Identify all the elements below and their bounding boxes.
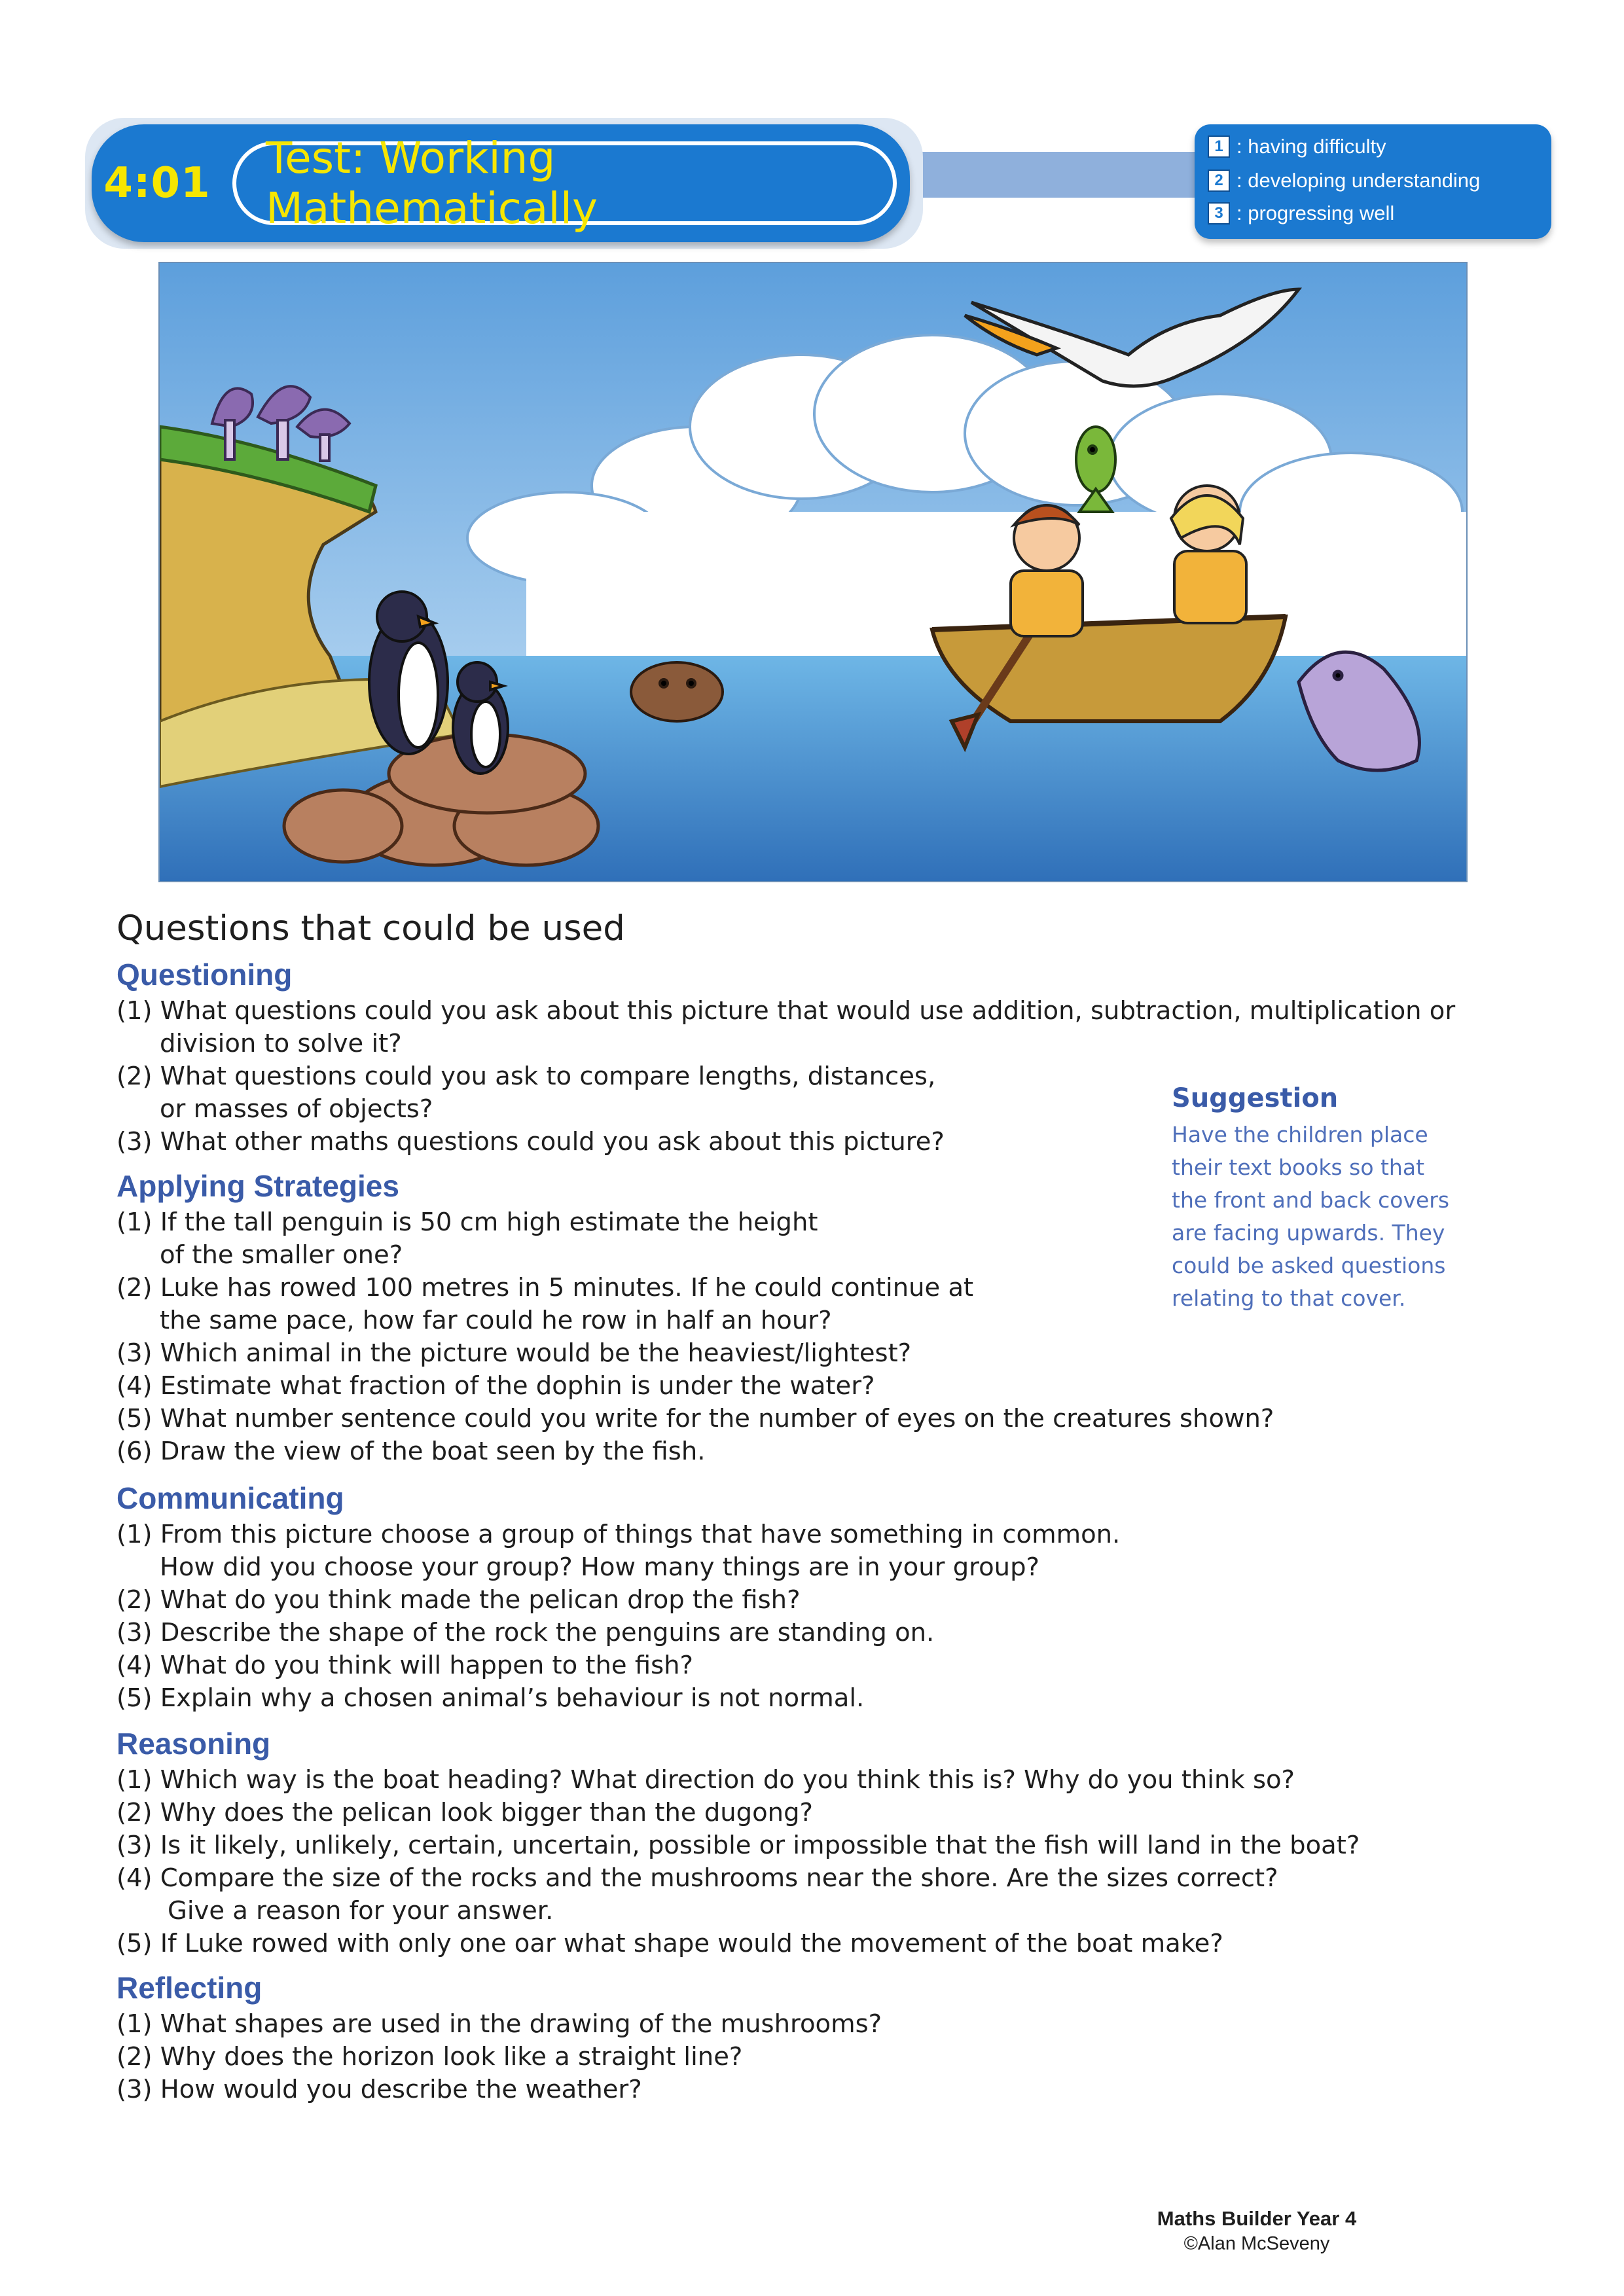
list-item: (6) Draw the view of the boat seen by the fish. (117, 1437, 706, 1466)
list-item: (5) If Luke rowed with only one oar what shape would the movement of the boat make? (117, 1929, 1223, 1958)
list-item: (4) Estimate what fraction of the dophin is under the water? (117, 1371, 875, 1401)
legend-item-3 (1208, 202, 1394, 225)
communicating-list (117, 1518, 1120, 1715)
suggestion-line: the front and back covers (1172, 1187, 1450, 1213)
page-footer (1113, 2207, 1401, 2255)
girl-icon (1171, 486, 1246, 623)
list-item: (2) Why does the horizon look like a straight line? (117, 2042, 743, 2072)
section-number: 4:01 (103, 159, 211, 207)
suggestion-line: Have the children place (1172, 1122, 1428, 1147)
cartoon-illustration (158, 262, 1468, 882)
legend-number-box: 1 (1208, 135, 1230, 158)
list-item: (1) From this picture choose a group of things that have something in common. (117, 1520, 1121, 1549)
list-item: (3) Is it likely, unlikely, certain, uncertain, possible or impossible that the fish will land in the boat? (117, 1831, 1360, 1860)
suggestion-line: relating to that cover. (1172, 1285, 1406, 1311)
suggestion-line: could be asked questions (1172, 1253, 1446, 1278)
list-item: How did you choose your group? How many things are in your group? (160, 1552, 1039, 1582)
legend-number-box: 3 (1208, 202, 1230, 224)
list-item: (4) What do you think will happen to the fish? (117, 1651, 693, 1680)
section-title-communicating: Communicating (117, 1481, 344, 1515)
list-item: (1) What questions could you ask about this picture that would use addition, subtraction, multiplication or division to solve it? (117, 996, 1456, 1058)
section-title-reflecting: Reflecting (117, 1971, 262, 2005)
list-item: (5) Explain why a chosen animal’s behaviour is not normal. (117, 1683, 865, 1713)
book-title: Maths Builder Year 4 (1157, 2207, 1357, 2230)
copyright: ©Alan McSeveny (1183, 2233, 1330, 2254)
legend-number-box: 2 (1208, 170, 1230, 192)
list-item: (3) How would you describe the weather? (117, 2075, 642, 2104)
page-title (232, 133, 897, 234)
reasoning-list (117, 1764, 1360, 1960)
list-item: Give a reason for your answer. (168, 1896, 554, 1926)
list-item: (3) Describe the shape of the rock the penguins are standing on. (117, 1618, 935, 1647)
legend-label: : having difficulty (1236, 135, 1386, 158)
legend-label: : progressing well (1236, 202, 1395, 224)
section-title-applying-strategies: Applying Strategies (117, 1169, 399, 1203)
lake-scene-drawing (160, 263, 1468, 882)
legend-item-2 (1208, 169, 1480, 192)
list-item: (1) Which way is the boat heading? What direction do you think this is? Why do you think so? (117, 1765, 1295, 1795)
difficulty-legend (1195, 124, 1551, 239)
section-title-reasoning: Reasoning (117, 1727, 271, 1761)
questions-heading: Questions that could be used (117, 908, 625, 948)
page-title-text: Test: Working Mathematically (266, 133, 598, 234)
list-item: (5) What number sentence could you write for the number of eyes on the creatures shown? (117, 1404, 1274, 1433)
suggestion-note (1172, 1083, 1499, 1315)
list-item: (2) Why does the pelican look bigger than the dugong? (117, 1798, 813, 1827)
list-item: the same pace, how far could he row in half an hour? (160, 1306, 832, 1335)
applying-strategies-list (117, 1206, 1274, 1468)
list-item: of the smaller one? (160, 1240, 403, 1270)
dugong-icon (631, 662, 723, 721)
section-title-questioning: Questioning (117, 958, 293, 992)
list-item: or masses of objects? (160, 1094, 433, 1124)
list-item: (3) Which animal in the picture would be the heaviest/lightest? (117, 1338, 912, 1368)
list-item: (4) Compare the size of the rocks and the mushrooms near the shore. Are the sizes correct? (117, 1863, 1278, 1893)
list-item: (1) If the tall penguin is 50 cm high estimate the height (117, 1208, 818, 1237)
boy-icon (1011, 505, 1083, 636)
list-item: (2) What do you think made the pelican drop the fish? (117, 1585, 801, 1615)
suggestion-title: Suggestion (1172, 1083, 1339, 1113)
reflecting-list (117, 2008, 882, 2106)
list-item: (1) What shapes are used in the drawing of the mushrooms? (117, 2009, 882, 2039)
list-item: (2) What questions could you ask to compare lengths, distances, (117, 1062, 936, 1091)
list-item: (3) What other maths questions could you ask about this picture? (117, 1127, 945, 1157)
suggestion-line: their text books so that (1172, 1155, 1425, 1180)
legend-item-1 (1208, 135, 1386, 158)
legend-label: : developing understanding (1236, 169, 1481, 192)
list-item: (2) Luke has rowed 100 metres in 5 minutes. If he could continue at (117, 1273, 974, 1302)
suggestion-line: are facing upwards. They (1172, 1220, 1445, 1246)
